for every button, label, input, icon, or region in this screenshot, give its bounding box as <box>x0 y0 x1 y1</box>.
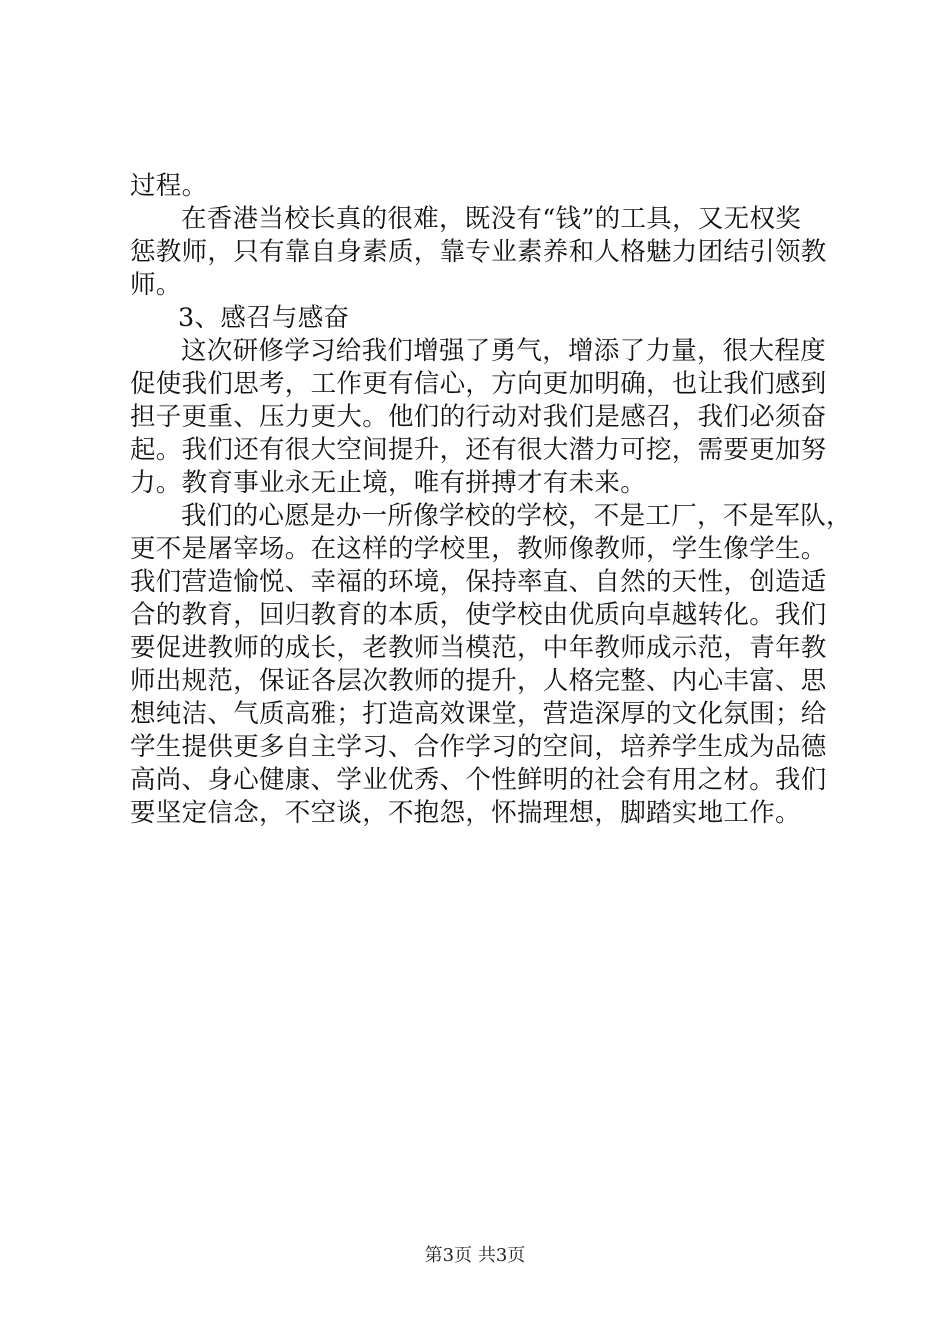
text-line: 担子更重、压力更大。他们的行动对我们是感召，我们必须奋 <box>130 402 827 432</box>
text-line: 想纯洁、气质高雅；打造高效课堂，营造深厚的文化氛围；给 <box>130 699 827 729</box>
text-line: 高尚、身心健康、学业优秀、个性鲜明的社会有用之材。我们 <box>130 765 827 795</box>
text-line: 要坚定信念，不空谈，不抱怨，怀揣理想，脚踏实地工作。 <box>130 798 801 828</box>
text-line: 更不是屠宰场。在这样的学校里，教师像教师，学生像学生。 <box>130 534 827 564</box>
page-number-footer: 第3页 共3页 <box>424 1245 526 1266</box>
text-line: 合的教育，回归教育的本质，使学校由优质向卓越转化。我们 <box>130 600 827 630</box>
text-line: 起。我们还有很大空间提升，还有很大潜力可挖，需要更加努 <box>130 435 827 465</box>
text-line: 力。教育事业永无止境，唯有拼搏才有未来。 <box>130 468 647 498</box>
text-line: 要促进教师的成长，老教师当模范，中年教师成示范，青年教 <box>130 633 827 663</box>
text-line: 惩教师，只有靠自身素质，靠专业素养和人格魅力团结引领教 <box>130 237 827 267</box>
text-line: 我们营造愉悦、幸福的环境，保持率直、自然的天性，创造适 <box>130 567 827 597</box>
text-line: 学生提供更多自主学习、合作学习的空间，培养学生成为品德 <box>130 732 827 762</box>
text-line: 师。 <box>130 270 182 300</box>
document-body <box>130 170 852 830</box>
text-line: 我们的心愿是办一所像学校的学校，不是工厂，不是军队， <box>181 501 852 531</box>
text-line: 师出规范，保证各层次教师的提升，人格完整、内心丰富、思 <box>130 666 827 696</box>
text-line: 过程。 <box>130 171 208 201</box>
section-heading: 3、感召与感奋 <box>178 303 350 333</box>
text-line: 在香港当校长真的很难，既没有“钱”的工具，又无权奖 <box>181 204 802 234</box>
text-line: 促使我们思考，工作更有信心，方向更加明确，也让我们感到 <box>130 369 827 399</box>
text-line: 这次研修学习给我们增强了勇气，增添了力量，很大程度 <box>181 336 827 366</box>
